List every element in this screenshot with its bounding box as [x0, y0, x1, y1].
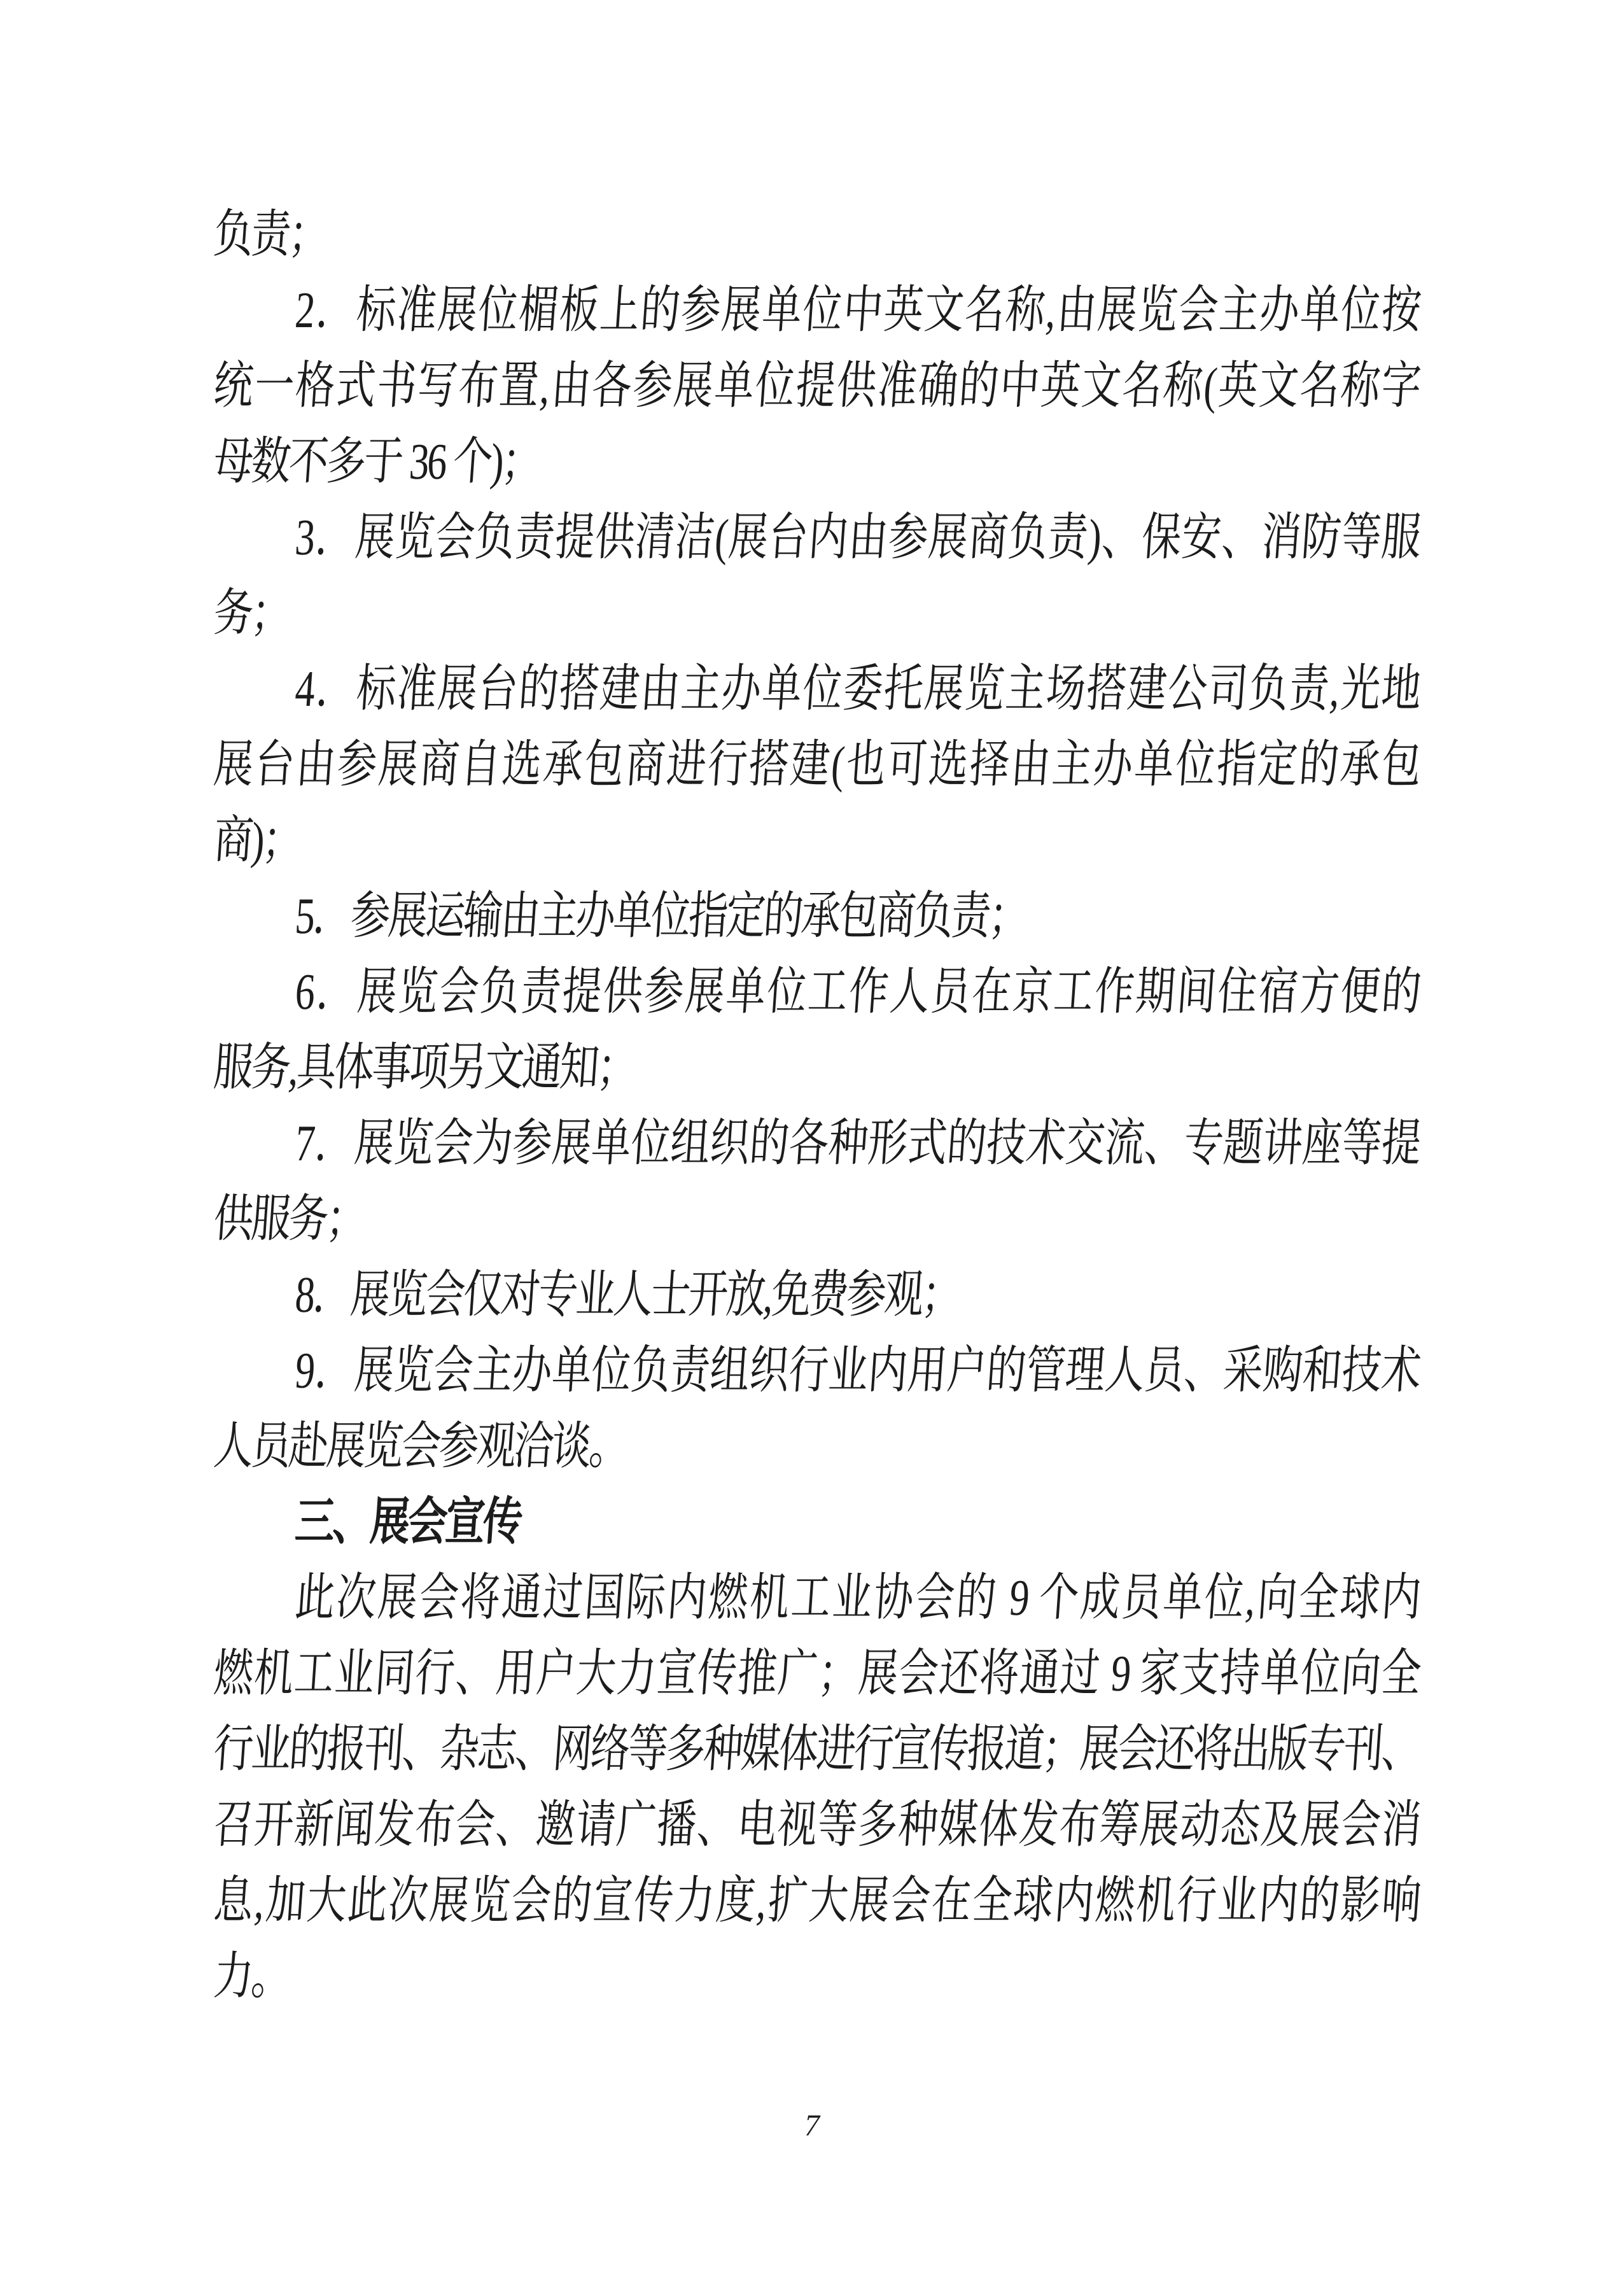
page-number: 7	[801, 2109, 823, 2142]
section-heading: 三、展会宣传	[293, 1494, 523, 1551]
text-line: 供服务；	[211, 1191, 367, 1248]
text-block	[211, 197, 1422, 2015]
text-line: 展台由参展商自选承包商进行搭建(也可选择由主办单位指定的承包	[211, 736, 1422, 794]
text-line: 9．展览会主办单位负责组织行业内用户的管理人员、采购和技术	[293, 1342, 1422, 1400]
text-line: 商)；	[211, 812, 302, 869]
text-line: 母数不多于 36 个)；	[211, 433, 542, 491]
text-line: 负责；	[211, 206, 329, 264]
text-line: 此次展会将通过国际内燃机工业协会的 9 个成员单位,向全球内	[293, 1570, 1422, 1627]
text-line: 统一格式书写布置,由各参展单位提供准确的中英文名称(英文名称字	[211, 358, 1422, 415]
text-line: 8．展览会仅对专业人士开放,免费参观；	[293, 1267, 962, 1324]
text-line: 行业的报刊、杂志、网络等多种媒体进行宣传报道；展会还将出版专刊、	[211, 1721, 1422, 1778]
text-line: 5．参展运输由主办单位指定的承包商负责；	[293, 888, 1029, 945]
text-line: 6．展览会负责提供参展单位工作人员在京工作期间住宿方便的	[293, 964, 1422, 1021]
text-line: 燃机工业同行、用户大力宣传推广；展会还将通过 9 家支持单位向全	[211, 1645, 1422, 1703]
text-line: 务；	[211, 585, 291, 642]
text-line: 人员赴展览会参观洽谈。	[211, 1418, 629, 1475]
text-line: 7．展览会为参展单位组织的各种形式的技术交流、专题讲座等提	[293, 1115, 1422, 1172]
text-line: 力。	[211, 1948, 291, 2006]
text-line: 2．标准展位楣板上的参展单位中英文名称,由展览会主办单位按	[293, 282, 1422, 339]
text-line: 4．标准展台的搭建由主办单位委托展览主场搭建公司负责,光地	[293, 661, 1422, 718]
text-line: 3．展览会负责提供清洁(展台内由参展商负责)、保安、消防等服	[293, 509, 1422, 566]
text-line: 息,加大此次展览会的宣传力度,扩大展会在全球内燃机行业内的影响	[211, 1873, 1422, 1930]
text-line: 召开新闻发布会、邀请广播、电视等多种媒体发布筹展动态及展会消	[211, 1797, 1422, 1854]
text-line: 服务,具体事项另文通知；	[211, 1039, 637, 1097]
